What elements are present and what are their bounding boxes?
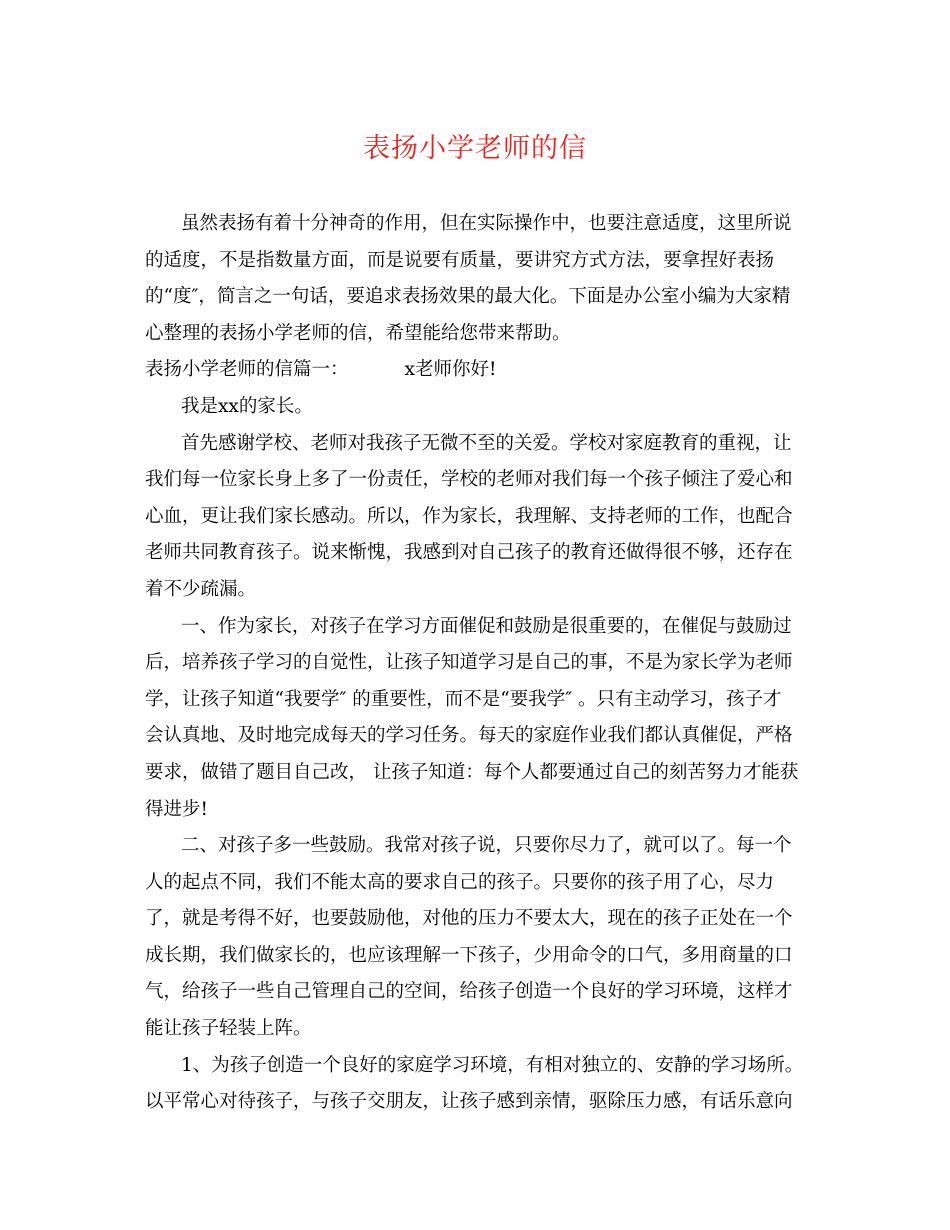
document-title: 表扬小学老师的信 [363,133,587,164]
text-line: 了，就是考得不好，也要鼓励他，对他的压力不要太大，现在的孩子正处在一个 [145,908,793,930]
text-line: 心血，更让我们家长感动。所以，作为家长，我理解、支持老师的工作，也配合 [145,505,793,527]
text-line: 学，让孩子知道“我要学″ 的重要性，而不是“要我学″ 。只有主动学习，孩子才 [145,688,782,710]
text-line: 后，培养孩子学习的自觉性，让孩子知道学习是自己的事，不是为家长学为老师 [145,652,793,674]
letter-heading-label: 表扬小学老师的信篇一： [145,359,349,381]
text-line: 心整理的表扬小学老师的信，希望能给您带来帮助。 [145,322,571,344]
text-line: 以平常心对待孩子，与孩子交朋友，让孩子感到亲情，驱除压力感，有话乐意向 [145,1091,793,1113]
text-line: 要求，做错了题目自己改， 让孩子知道：每个人都要通过自己的刻苦努力才能获 [145,761,799,783]
text-line: 我们每一位家长身上多了一份责任，学校的老师对我们每一个孩子倾注了爱心和 [145,469,793,491]
text-line: 我是xx的家长。 [181,395,313,417]
text-line: 首先感谢学校、老师对我孩子无微不至的关爱。学校对家庭教育的重视，让 [181,432,792,454]
text-line: 的“度″，简言之一句话，要追求表扬效果的最大化。下面是办公室小编为大家精 [145,286,791,308]
text-line: 成长期，我们做家长的，也应该理解一下孩子，少用命令的口气，多用商量的口 [145,944,793,966]
text-line: 1、为孩子创造一个良好的家庭学习环境，有相对独立的、安静的学习场所。 [181,1054,804,1076]
letter-body [145,206,810,1121]
point-one-paragraph [145,609,810,829]
point-three-paragraph [145,1048,810,1121]
text-line: 一、作为家长，对孩子在学习方面催促和鼓励是很重要的，在催促与鼓励过 [181,615,792,637]
thanks-paragraph [145,426,810,609]
text-line: 二、对孩子多一些鼓励。我常对孩子说，只要你尽力了，就可以了。每一个 [181,835,792,857]
text-line: 虽然表扬有着十分神奇的作用，但在实际操作中，也要注意适度，这里所说 [181,213,792,234]
text-line: 的适度，不是指数量方面，而是说要有质量，要讲究方式方法，要拿捏好表扬 [145,249,775,271]
text-line: 气，给孩子一些自己管理自己的空间，给孩子创造一个良好的学习环境，这样才 [145,981,793,1003]
intro-paragraph [145,206,810,352]
text-line: 着不少疏漏。 [145,578,257,600]
text-line: 人的起点不同，我们不能太高的要求自己的孩子。只要你的孩子用了心，尽力 [145,871,775,893]
parent-paragraph [145,389,810,426]
heading-line [145,352,810,389]
text-line: 会认真地、及时地完成每天的学习任务。每天的家庭作业我们都认真催促，严格 [145,725,793,747]
letter-greeting: x老师你好! [404,359,497,381]
text-line: 得进步! [145,798,208,820]
text-line: 老师共同教育孩子。说来惭愧，我感到对自己孩子的教育还做得很不够，还存在 [145,542,793,564]
point-two-paragraph [145,828,810,1048]
text-line: 能让孩子轻装上阵。 [145,1018,312,1040]
letter-heading [145,352,810,389]
